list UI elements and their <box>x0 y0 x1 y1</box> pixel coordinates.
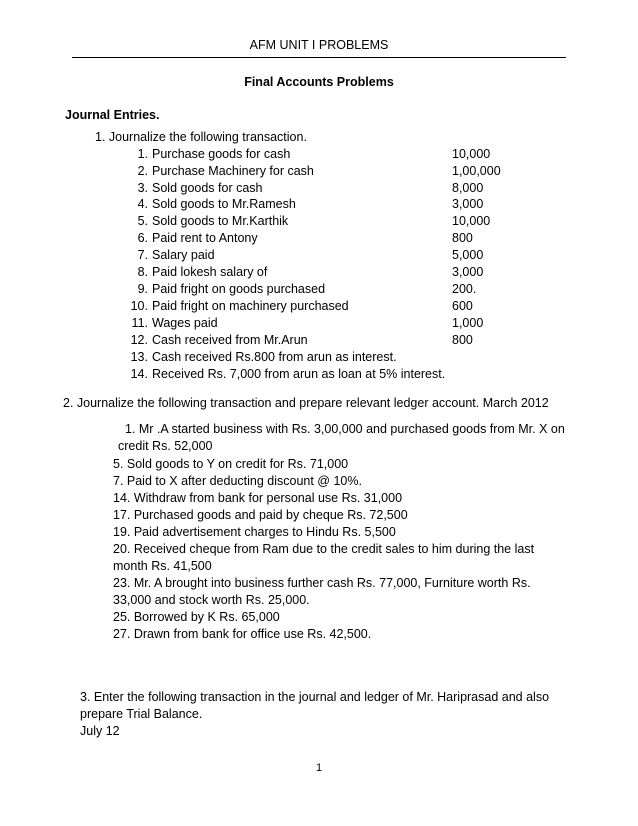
item-number: 8. <box>137 265 148 279</box>
page-number: 1 <box>315 762 323 774</box>
problem3-intro: 3. Enter the following transaction in the journal and ledger of Mr. Hariprasad and also <box>80 690 550 704</box>
item-description: Received Rs. 7,000 from arun as loan at 5% interest. <box>152 367 446 381</box>
list-item: 27. Drawn from bank for office use Rs. 42,500. <box>113 627 372 641</box>
list-item: 23. Mr. A brought into business further cash Rs. 77,000, Furniture worth Rs. <box>113 576 531 590</box>
list-item <box>128 316 548 332</box>
list-item: 25. Borrowed by K Rs. 65,000 <box>113 610 280 624</box>
problem3-intro-continued: prepare Trial Balance. <box>80 707 203 721</box>
item-description: Salary paid <box>152 248 215 262</box>
list-item: 5. Sold goods to Y on credit for Rs. 71,000 <box>113 457 349 471</box>
list-item <box>128 147 548 163</box>
list-item <box>128 214 548 230</box>
item-description: Cash received from Mr.Arun <box>152 333 308 347</box>
item-description: Sold goods to Mr.Karthik <box>152 214 289 228</box>
list-item <box>128 164 548 180</box>
item-description: Wages paid <box>152 316 218 330</box>
item-number: 11. <box>131 316 148 330</box>
item-description: Paid rent to Antony <box>152 231 258 245</box>
document-title: Final Accounts Problems <box>244 75 394 89</box>
item-amount: 8,000 <box>452 181 484 195</box>
item-description: Sold goods for cash <box>152 181 263 195</box>
item-number: 7. <box>137 248 148 262</box>
item-amount: 10,000 <box>452 214 491 228</box>
list-item <box>128 248 548 264</box>
list-item: 1. Mr .A started business with Rs. 3,00,000 and purchased goods from Mr. X on <box>125 422 565 436</box>
section-heading: Journal Entries. <box>65 108 160 122</box>
item-description: Purchase Machinery for cash <box>152 164 314 178</box>
problem3-date: July 12 <box>80 724 120 738</box>
list-item: 14. Withdraw from bank for personal use Rs. 31,000 <box>113 491 403 505</box>
list-item <box>128 231 548 247</box>
item-amount: 1,00,000 <box>452 164 501 178</box>
item-amount: 200. <box>452 282 477 296</box>
problem2-intro: 2. Journalize the following transaction and prepare relevant ledger account. March 2012 <box>63 396 549 410</box>
item-description: Cash received Rs.800 from arun as interest. <box>152 350 397 364</box>
item-number: 2. <box>137 164 148 178</box>
item-number: 14. <box>130 367 148 381</box>
item-amount: 10,000 <box>452 147 491 161</box>
item-number: 4. <box>137 197 148 211</box>
page-header: AFM UNIT I PROBLEMS <box>249 38 389 52</box>
item-amount: 600 <box>452 299 473 313</box>
item-description: Sold goods to Mr.Ramesh <box>152 197 296 211</box>
item-amount: 1,000 <box>452 316 484 330</box>
list-item <box>128 282 548 298</box>
item-number: 3. <box>137 181 148 195</box>
list-item <box>128 181 548 197</box>
item-amount: 3,000 <box>452 265 484 279</box>
list-item <box>128 367 548 383</box>
item-number: 5. <box>137 214 148 228</box>
item-number: 12. <box>130 333 148 347</box>
item-description: Purchase goods for cash <box>152 147 291 161</box>
item-description: Paid fright on machinery purchased <box>152 299 349 313</box>
item-amount: 800 <box>452 231 473 245</box>
header-rule <box>72 57 566 58</box>
item-amount: 3,000 <box>452 197 484 211</box>
list-item <box>128 299 548 315</box>
item-description: Paid fright on goods purchased <box>152 282 326 296</box>
problem1-intro: 1. Journalize the following transaction. <box>95 130 307 144</box>
item-number: 10. <box>130 299 148 313</box>
item-number: 13. <box>130 350 148 364</box>
item-number: 6. <box>137 231 148 245</box>
item-amount: 800 <box>452 333 473 347</box>
list-item: month Rs. 41,500 <box>113 559 212 573</box>
list-item <box>128 197 548 213</box>
list-item <box>128 265 548 281</box>
item-number: 9. <box>137 282 148 296</box>
list-item: 20. Received cheque from Ram due to the credit sales to him during the last <box>113 542 535 556</box>
item-number: 1. <box>137 147 148 161</box>
list-item <box>128 333 548 349</box>
list-item: 19. Paid advertisement charges to Hindu Rs. 5,500 <box>113 525 396 539</box>
item-amount: 5,000 <box>452 248 484 262</box>
list-item: 33,000 and stock worth Rs. 25,000. <box>113 593 310 607</box>
item-description: Paid lokesh salary of <box>152 265 268 279</box>
list-item: credit Rs. 52,000 <box>118 439 213 453</box>
list-item <box>128 350 548 366</box>
list-item: 17. Purchased goods and paid by cheque Rs. 72,500 <box>113 508 408 522</box>
list-item: 7. Paid to X after deducting discount @ 10%. <box>113 474 362 488</box>
